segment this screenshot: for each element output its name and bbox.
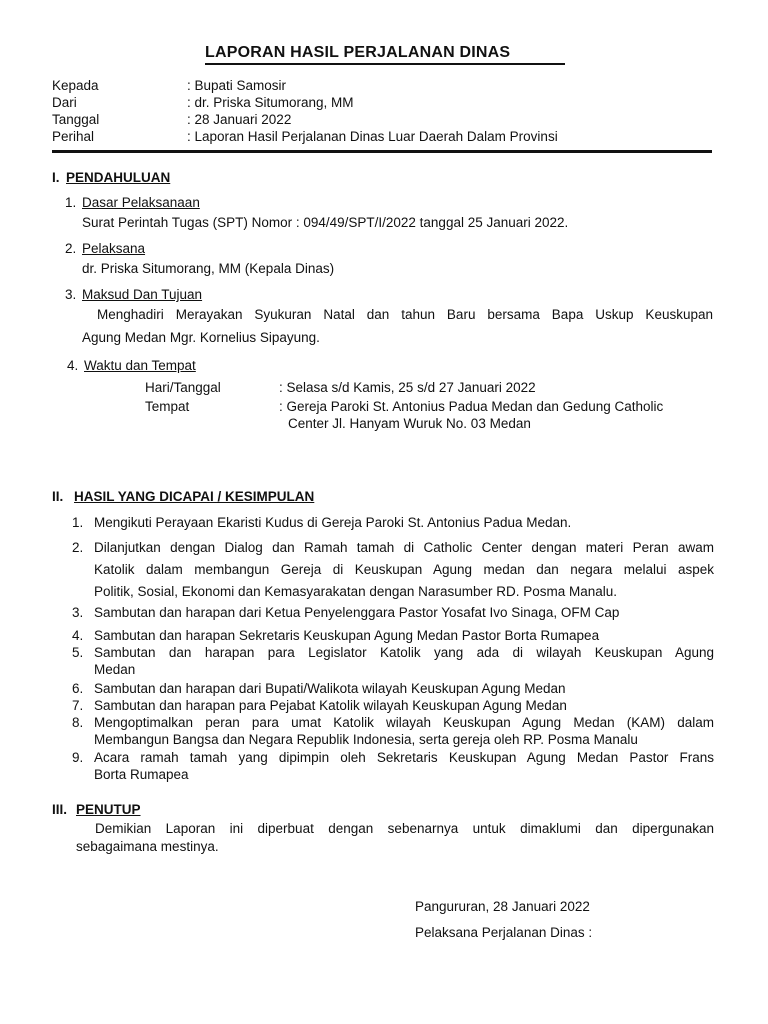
section-3-number: III. [52,802,68,817]
sec2-item-line: Sambutan dan harapan Sekretaris Keuskupan Agung Medan Pastor Borta Rumapea [94,628,600,643]
header-value-perihal: : Laporan Hasil Perjalanan Dinas Luar Daerah Dalam Provinsi [187,129,558,144]
sec2-item-line: Sambutan dan harapan para Pejabat Katolik wilayah Keuskupan Agung Medan [94,698,567,713]
section-1-number: I. [52,170,60,185]
section-1-title: PENDAHULUAN [66,170,171,185]
section-2-number: II. [52,489,64,504]
sec2-item-line: Borta Rumapea [94,767,189,782]
sec2-item-line: Sambutan dan harapan para Legislator Katolik yang ada di wilayah Keuskupan Agung [94,645,714,660]
sec2-item-number: 1. [72,515,84,530]
sec2-item-line: Katolik dalam membangun Gereja di Keuskupan Agung medan dan negara melalui aspek [94,562,714,577]
section-3-title: PENUTUP [76,802,141,817]
closing-paragraph-line-1: Demikian Laporan ini diperbuat dengan sebenarnya untuk dimaklumi dan dipergunakan [95,821,714,836]
place-date: Pangururan, 28 Januari 2022 [415,899,590,914]
header-label-kepada: Kepada [52,78,99,93]
sec1-item-2-number: 2. [65,241,77,256]
signer-title: Pelaksana Perjalanan Dinas : [415,925,593,940]
sec1-item-2-title: Pelaksana [82,241,146,256]
sec1-item-3-body-line-2: Agung Medan Mgr. Kornelius Sipayung. [82,330,320,345]
place-value-line-1: : Gereja Paroki St. Antonius Padua Medan dan Gedung Catholic [279,399,664,414]
sec2-item-line: Sambutan dan harapan dari Ketua Penyelenggara Pastor Yosafat Ivo Sinaga, OFM Cap [94,605,620,620]
header-label-tanggal: Tanggal [52,112,100,127]
header-label-perihal: Perihal [52,129,95,144]
sec1-item-3-number: 3. [65,287,77,302]
document-title: LAPORAN HASIL PERJALANAN DINAS [205,44,565,65]
time-value: : Selasa s/d Kamis, 25 s/d 27 Januari 2022 [279,380,536,395]
time-label: Hari/Tanggal [145,380,221,395]
closing-paragraph-line-2: sebagaimana mestinya. [76,839,219,854]
sec1-item-4-number: 4. [67,358,79,373]
sec2-item-number: 5. [72,645,84,660]
sec2-item-line: Mengoptimalkan peran para umat Katolik wilayah Keuskupan Agung Medan (KAM) dalam [94,715,714,730]
sec2-item-number: 9. [72,750,84,765]
sec1-item-1-title: Dasar Pelaksanaan [82,195,200,210]
section-2-title: HASIL YANG DICAPAI / KESIMPULAN [74,489,315,504]
sec1-item-3-title: Maksud Dan Tujuan [82,287,203,302]
sec2-item-number: 8. [72,715,84,730]
sec2-item-number: 2. [72,540,84,555]
sec2-item-line: Mengikuti Perayaan Ekaristi Kudus di Gereja Paroki St. Antonius Padua Medan. [94,515,572,530]
header-label-dari: Dari [52,95,77,110]
sec2-item-line: Medan [94,662,136,677]
sec1-item-3-body-line-1: Menghadiri Merayakan Syukuran Natal dan tahun Baru bersama Bapa Uskup Keuskupan [97,307,713,322]
sec2-item-number: 4. [72,628,84,643]
place-label: Tempat [145,399,190,414]
sec2-item-line: Membangun Bangsa dan Negara Republik Indonesia, serta gereja oleh RP. Posma Manalu [94,732,638,747]
sec2-item-line: Politik, Sosial, Ekonomi dan Kemasyarakatan dengan Narasumber RD. Posma Manalu. [94,584,618,599]
sec1-item-1-number: 1. [65,195,77,210]
place-value-line-2: Center Jl. Hanyam Wuruk No. 03 Medan [288,416,531,431]
sec1-item-1-body: Surat Perintah Tugas (SPT) Nomor : 094/49/SPT/I/2022 tanggal 25 Januari 2022. [82,215,569,230]
sec1-item-4-title: Waktu dan Tempat [84,358,196,373]
sec2-item-line: Dilanjutkan dengan Dialog dan Ramah tamah di Catholic Center dengan materi Peran awam [94,540,714,555]
header-value-kepada: : Bupati Samosir [187,78,287,93]
sec1-item-2-body: dr. Priska Situmorang, MM (Kepala Dinas) [82,261,335,276]
header-value-dari: : dr. Priska Situmorang, MM [187,95,354,110]
sec2-item-line: Sambutan dan harapan dari Bupati/Walikota wilayah Keuskupan Agung Medan [94,681,566,696]
sec2-item-number: 7. [72,698,84,713]
header-divider [52,150,712,153]
sec2-item-number: 6. [72,681,84,696]
sec2-item-number: 3. [72,605,84,620]
header-value-tanggal: : 28 Januari 2022 [187,112,292,127]
sec2-item-line: Acara ramah tamah yang dipimpin oleh Sekretaris Keuskupan Agung Medan Pastor Frans [94,750,714,765]
